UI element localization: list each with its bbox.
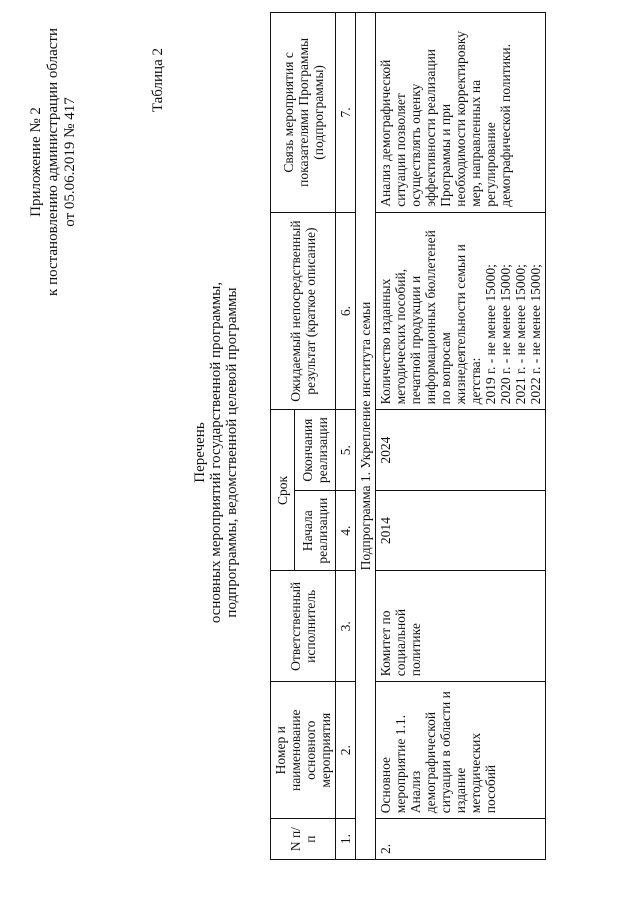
header-start: Начала реализации bbox=[294, 490, 335, 571]
appendix-number: Приложение № 2 bbox=[28, 107, 44, 217]
numbering-cell: 2. bbox=[336, 682, 356, 819]
appendix-date: от 05.06.2019 № 417 bbox=[62, 97, 78, 227]
row-link: Анализ демографической ситуации позволяет осуществлять оценку эффективности реализации Программы и при необходимости корректировку мер, направленных на регулирование демографической политики. bbox=[376, 13, 546, 213]
header-num: N п/п bbox=[271, 819, 336, 860]
title-line-1: Перечень bbox=[192, 422, 208, 483]
row-executor: Комитет по социальной политике bbox=[376, 571, 546, 682]
title-line-3: подпрограммы, ведомственной целевой программы bbox=[224, 287, 240, 618]
header-name: Номер и наименование основного мероприятия bbox=[271, 682, 336, 819]
numbering-row bbox=[336, 13, 356, 860]
numbering-cell: 7. bbox=[336, 13, 356, 213]
row-end: 2024 bbox=[376, 410, 546, 491]
header-term: Срок bbox=[271, 410, 295, 571]
header-end: Окончания реализации bbox=[294, 410, 335, 491]
numbering-cell: 1. bbox=[336, 819, 356, 860]
numbering-cell: 6. bbox=[336, 212, 356, 410]
header-row bbox=[271, 13, 295, 860]
header-link: Связь мероприятия с показателями Программы (подпрограммы) bbox=[271, 13, 336, 213]
row-name: Основное мероприятие 1.1. Анализ демографической ситуации в области и издание методических пособий bbox=[376, 682, 546, 819]
numbering-cell: 5. bbox=[336, 410, 356, 491]
row-result: Количество изданных методических пособий, печатной продукции и информационных бюллетеней по вопросам жизнедеятельности семьи и детства: 2019 г. - не менее 15000; 2020 г. - не менее 15000; 2021 г. - не менее 15000; 2022 г. - не менее 15000; bbox=[376, 212, 546, 410]
numbering-cell: 3. bbox=[336, 571, 356, 682]
table-label: Таблица 2 bbox=[150, 48, 166, 113]
appendix-header bbox=[28, 28, 79, 296]
document-title bbox=[192, 0, 240, 905]
subprogram-row bbox=[356, 13, 376, 860]
row-start: 2014 bbox=[376, 490, 546, 571]
appendix-decree: к постановлению администрации области bbox=[45, 28, 61, 296]
row-num: 2. bbox=[376, 819, 546, 860]
header-executor: Ответственный исполнитель bbox=[271, 571, 336, 682]
header-result: Ожидаемый непосредственный результат (краткое описание) bbox=[271, 212, 336, 410]
table-row bbox=[376, 13, 546, 860]
title-line-2: основных мероприятий государственной программы, bbox=[208, 281, 224, 624]
numbering-cell: 4. bbox=[336, 490, 356, 571]
measures-table bbox=[270, 12, 546, 860]
subprogram-title: Подпрограмма 1. Укрепление института семьи bbox=[356, 13, 376, 860]
